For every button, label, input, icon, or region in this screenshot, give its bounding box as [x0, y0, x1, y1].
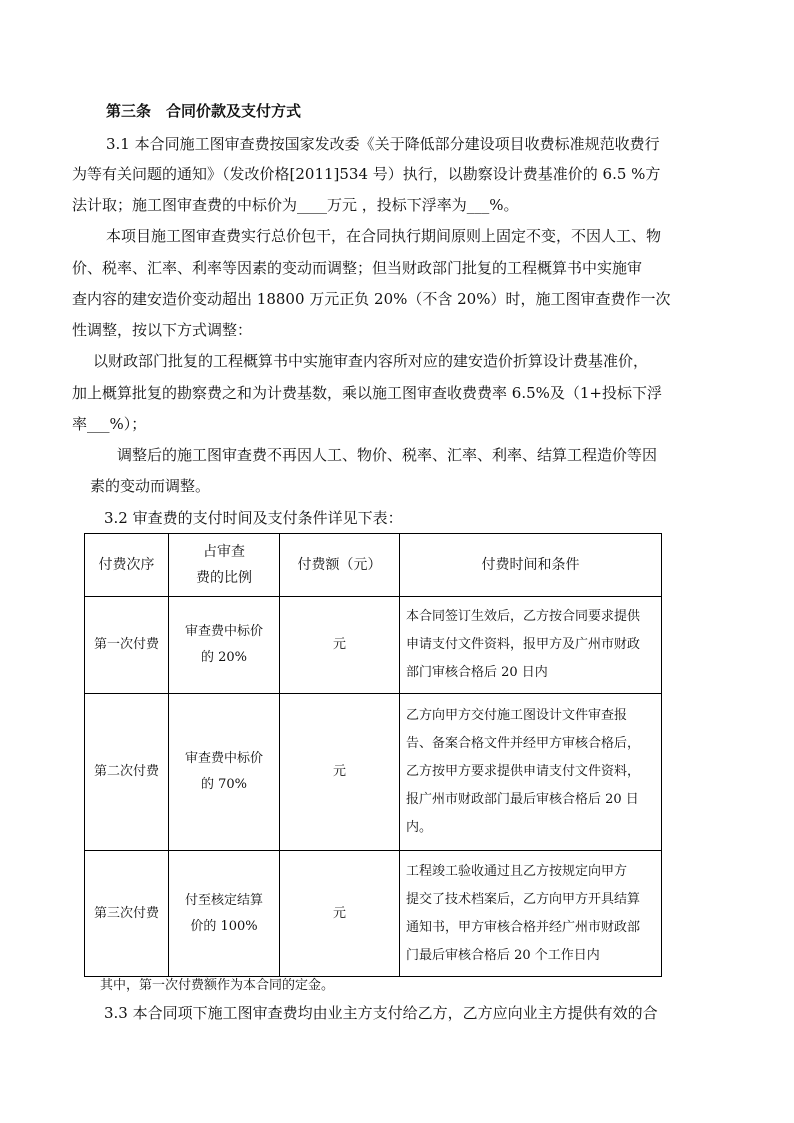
header-order: 付费次序 — [85, 534, 169, 597]
row-2-cond-line-1: 乙方向甲方交付施工图设计文件审查报 — [406, 708, 628, 723]
row-1-cond-line-1: 本合同签订生效后，乙方按合同要求提供 — [406, 609, 641, 624]
row-1-ratio-line-1: 审查费中标价 — [184, 624, 263, 639]
row-3-ratio — [169, 851, 280, 977]
header-amount: 付费额（元） — [280, 534, 400, 597]
header-condition: 付费时间和条件 — [400, 534, 662, 597]
row-3-ratio-line-1: 付至核定结算 — [184, 892, 263, 908]
row-2-cond-line-2: 告、备案合格文件并经甲方审核合格后， — [406, 736, 641, 751]
para-3-line-1: 以财政部门批复的工程概算书中实施审查内容所对应的建安造价折算设计费基准价， — [93, 352, 649, 370]
header-ratio-line-1: 占审查 — [203, 544, 245, 560]
para-3-line-2: 加上概算批复的勘察费之和为计费基数，乘以施工图审查收费费率 6.5%及（1+投标下浮 — [72, 384, 662, 402]
row-2-amount: 元 — [280, 694, 400, 851]
para-4-line-1: 调整后的施工图审查费不再因人工、物价、税率、汇率、利率、结算工程造价等因 — [117, 446, 658, 464]
para-3-1-line-3: 法计取；施工图审查费的中标价为____万元 ，投标下浮率为___%。 — [72, 196, 519, 214]
row-2-cond-line-4: 报广州市财政部门最后审核合格后 20 日 — [406, 792, 639, 807]
para-3-3: 3.3 本合同项下施工图审查费均由业主方支付给乙方，乙方应向业主方提供有效的合 — [104, 1004, 658, 1022]
row-1-ratio-line-2: 的 20% — [200, 650, 248, 665]
row-3-amount: 元 — [280, 851, 400, 977]
para-2-line-1: 本项目施工图审查费实行总价包干，在合同执行期间原则上固定不变，不因人工、物 — [106, 227, 662, 245]
row-2-order: 第二次付费 — [85, 694, 169, 851]
para-3-1-line-2: 为等有关问题的通知》（发改价格[2011]534 号）执行，以勘察设计费基准价的 6.5 %方 — [72, 165, 661, 183]
para-2-line-3: 查内容的建安造价变动超出 18800 万元正负 20%（不含 20%）时，施工图审查费作一次 — [72, 290, 671, 308]
table-note: 其中，第一次付费额作为本合同的定金。 — [100, 978, 335, 993]
para-2-line-4: 性调整，按以下方式调整： — [72, 321, 253, 339]
row-2-cond-line-5: 内。 — [406, 820, 433, 835]
row-1-cond-line-2: 申请支付文件资料，报甲方及广州市财政 — [406, 637, 641, 652]
table-row — [85, 851, 662, 977]
row-3-condition — [400, 851, 662, 977]
para-3-1-line-1: 3.1 本合同施工图审查费按国家发改委《关于降低部分建设项目收费标准规范收费行 — [106, 135, 660, 153]
row-3-cond-line-2: 提交了技术档案后，乙方向甲方开具结算 — [406, 891, 641, 907]
row-2-ratio — [169, 694, 280, 851]
row-1-ratio — [169, 597, 280, 694]
row-3-ratio-line-2: 价的 100% — [190, 918, 258, 934]
table-row — [85, 694, 662, 851]
para-3-2: 3.2 审查费的支付时间及支付条件详见下表： — [104, 509, 403, 527]
para-3-line-3: 率___%）； — [72, 415, 147, 433]
row-1-condition — [400, 597, 662, 694]
row-1-amount: 元 — [280, 597, 400, 694]
row-1-order: 第一次付费 — [85, 597, 169, 694]
row-2-condition — [400, 694, 662, 851]
row-3-cond-line-4: 门最后审核合格后 20 个工作日内 — [406, 947, 600, 963]
row-2-cond-line-3: 乙方按甲方要求提供申请支付文件资料， — [406, 764, 641, 779]
para-4-line-2: 素的变动而调整。 — [90, 477, 211, 495]
table-header-row — [85, 534, 662, 597]
row-2-ratio-line-2: 的 70% — [200, 777, 248, 792]
section-heading: 第三条 合同价款及支付方式 — [106, 102, 302, 120]
row-2-ratio-line-1: 审查费中标价 — [184, 751, 263, 766]
row-3-cond-line-3: 通知书，甲方审核合格并经广州市财政部 — [406, 919, 641, 935]
para-2-line-2: 价、税率、汇率、利率等因素的变动而调整；但当财政部门批复的工程概算书中实施审 — [72, 259, 643, 277]
payment-table — [84, 533, 662, 977]
row-1-cond-line-3: 部门审核合格后 20 日内 — [406, 665, 548, 680]
row-3-order: 第三次付费 — [85, 851, 169, 977]
header-ratio-line-2: 费的比例 — [196, 570, 252, 586]
row-3-cond-line-1: 工程竣工验收通过且乙方按规定向甲方 — [406, 863, 628, 879]
table-row — [85, 597, 662, 694]
header-ratio — [169, 534, 280, 597]
